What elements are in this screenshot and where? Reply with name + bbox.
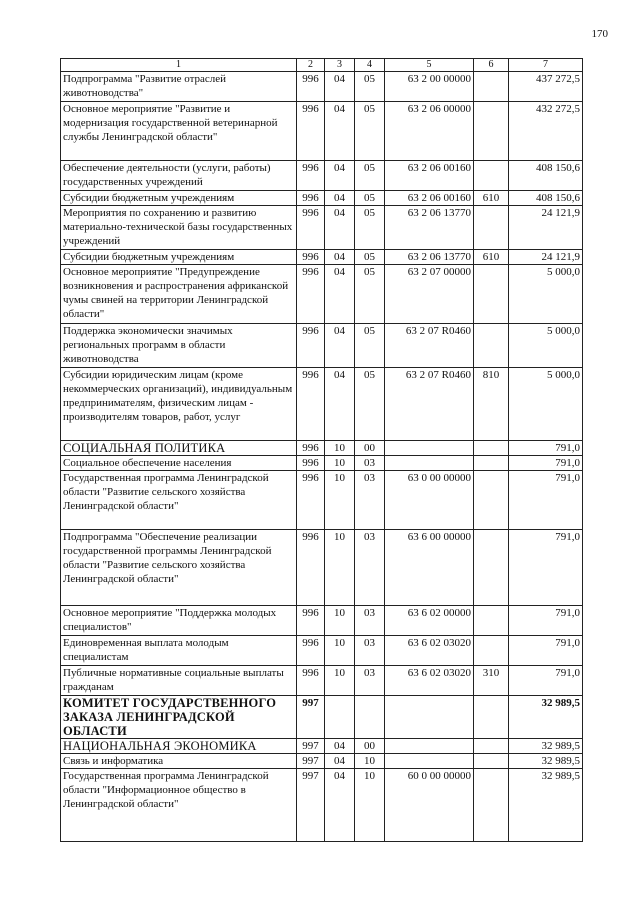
row-section: 04 — [325, 739, 355, 754]
table-row — [61, 324, 583, 368]
row-target-code — [385, 739, 474, 754]
row-section: 10 — [325, 636, 355, 666]
row-code: 996 — [297, 206, 325, 250]
row-subsection: 10 — [355, 769, 385, 842]
row-name: КОМИТЕТ ГОСУДАРСТВЕННОГО ЗАКАЗА ЛЕНИНГРАДСКОЙ ОБЛАСТИ — [61, 696, 297, 739]
table-row — [61, 441, 583, 456]
row-code: 996 — [297, 606, 325, 636]
row-name: Обеспечение деятельности (услуги, работы) государственных учреждений — [61, 161, 297, 191]
row-name: Государственная программа Ленинградской области "Развитие сельского хозяйства Ленинградской области" — [61, 471, 297, 530]
row-code: 996 — [297, 471, 325, 530]
row-target-code: 63 2 07 R0460 — [385, 324, 474, 368]
row-code: 996 — [297, 636, 325, 666]
row-section: 10 — [325, 456, 355, 471]
column-header: 3 — [325, 59, 355, 72]
row-target-code: 63 2 00 00000 — [385, 72, 474, 102]
row-section: 10 — [325, 666, 355, 696]
row-section: 04 — [325, 769, 355, 842]
row-name: Мероприятия по сохранению и развитию материально-технической базы государственных учреждений — [61, 206, 297, 250]
row-expense-type — [474, 754, 509, 769]
row-amount: 791,0 — [509, 530, 583, 606]
row-code: 997 — [297, 739, 325, 754]
page-number: 170 — [591, 28, 608, 40]
row-expense-type — [474, 206, 509, 250]
row-section: 04 — [325, 754, 355, 769]
row-target-code: 63 2 06 00160 — [385, 161, 474, 191]
row-name: Основное мероприятие "Поддержка молодых специалистов" — [61, 606, 297, 636]
row-target-code — [385, 754, 474, 769]
row-code: 996 — [297, 72, 325, 102]
row-subsection: 00 — [355, 441, 385, 456]
table-row — [61, 191, 583, 206]
table-row — [61, 456, 583, 471]
row-amount: 24 121,9 — [509, 250, 583, 265]
row-subsection: 03 — [355, 471, 385, 530]
table-row — [61, 754, 583, 769]
row-name: Субсидии бюджетным учреждениям — [61, 250, 297, 265]
row-name: НАЦИОНАЛЬНАЯ ЭКОНОМИКА — [61, 739, 297, 754]
row-section: 04 — [325, 206, 355, 250]
row-name: СОЦИАЛЬНАЯ ПОЛИТИКА — [61, 441, 297, 456]
column-header: 1 — [61, 59, 297, 72]
row-amount: 32 989,5 — [509, 696, 583, 739]
row-expense-type — [474, 769, 509, 842]
table-row — [61, 250, 583, 265]
row-expense-type — [474, 636, 509, 666]
row-expense-type — [474, 471, 509, 530]
table-row — [61, 739, 583, 754]
row-name: Социальное обеспечение населения — [61, 456, 297, 471]
row-section: 04 — [325, 368, 355, 441]
row-target-code: 63 2 07 R0460 — [385, 368, 474, 441]
row-name: Субсидии бюджетным учреждениям — [61, 191, 297, 206]
row-expense-type: 810 — [474, 368, 509, 441]
row-code: 996 — [297, 530, 325, 606]
row-subsection: 03 — [355, 456, 385, 471]
row-section: 10 — [325, 441, 355, 456]
table-row — [61, 471, 583, 530]
row-target-code — [385, 441, 474, 456]
table-row — [61, 161, 583, 191]
row-code: 996 — [297, 102, 325, 161]
row-code: 996 — [297, 666, 325, 696]
row-amount: 432 272,5 — [509, 102, 583, 161]
row-subsection: 05 — [355, 368, 385, 441]
row-amount: 791,0 — [509, 441, 583, 456]
row-subsection: 03 — [355, 606, 385, 636]
row-subsection: 05 — [355, 161, 385, 191]
row-expense-type: 610 — [474, 250, 509, 265]
row-section: 10 — [325, 530, 355, 606]
column-header: 6 — [474, 59, 509, 72]
row-amount: 24 121,9 — [509, 206, 583, 250]
table-row — [61, 696, 583, 739]
row-target-code: 60 0 00 00000 — [385, 769, 474, 842]
row-section: 10 — [325, 606, 355, 636]
row-name: Подпрограмма "Обеспечение реализации государственной программы Ленинградской области "Развитие сельского хозяйства Ленинградской области" — [61, 530, 297, 606]
row-subsection — [355, 696, 385, 739]
row-amount: 5 000,0 — [509, 368, 583, 441]
row-code: 996 — [297, 441, 325, 456]
row-name: Публичные нормативные социальные выплаты гражданам — [61, 666, 297, 696]
row-expense-type — [474, 530, 509, 606]
row-target-code — [385, 456, 474, 471]
row-target-code: 63 2 07 00000 — [385, 265, 474, 324]
row-name: Единовременная выплата молодым специалистам — [61, 636, 297, 666]
row-target-code: 63 6 02 03020 — [385, 666, 474, 696]
column-header: 2 — [297, 59, 325, 72]
row-name: Основное мероприятие "Развитие и модернизация государственной ветеринарной службы Ленинградской области" — [61, 102, 297, 161]
table-row — [61, 636, 583, 666]
row-target-code: 63 6 02 03020 — [385, 636, 474, 666]
table-row — [61, 102, 583, 161]
row-section: 04 — [325, 102, 355, 161]
row-subsection: 05 — [355, 206, 385, 250]
row-expense-type — [474, 441, 509, 456]
row-amount: 791,0 — [509, 606, 583, 636]
row-code: 997 — [297, 696, 325, 739]
row-expense-type: 310 — [474, 666, 509, 696]
row-target-code: 63 6 00 00000 — [385, 530, 474, 606]
table-row — [61, 72, 583, 102]
row-expense-type — [474, 161, 509, 191]
row-code: 996 — [297, 191, 325, 206]
row-amount: 791,0 — [509, 471, 583, 530]
column-header: 4 — [355, 59, 385, 72]
row-name: Субсидии юридическим лицам (кроме некоммерческих организаций), индивидуальным предпринимателям, физическим лицам - производителям товаров, работ, услуг — [61, 368, 297, 441]
row-amount: 408 150,6 — [509, 161, 583, 191]
row-name: Государственная программа Ленинградской области "Информационное общество в Ленинградской области" — [61, 769, 297, 842]
row-target-code — [385, 696, 474, 739]
row-subsection: 10 — [355, 754, 385, 769]
row-expense-type — [474, 606, 509, 636]
table-row — [61, 666, 583, 696]
row-target-code: 63 2 06 13770 — [385, 206, 474, 250]
row-code: 996 — [297, 161, 325, 191]
row-expense-type — [474, 739, 509, 754]
row-section: 04 — [325, 265, 355, 324]
table-row — [61, 265, 583, 324]
row-amount: 32 989,5 — [509, 754, 583, 769]
table-row — [61, 606, 583, 636]
row-expense-type — [474, 102, 509, 161]
budget-table — [60, 58, 583, 842]
row-section: 04 — [325, 72, 355, 102]
row-expense-type — [474, 456, 509, 471]
row-subsection: 03 — [355, 530, 385, 606]
row-amount: 32 989,5 — [509, 739, 583, 754]
row-name: Подпрограмма "Развитие отраслей животноводства" — [61, 72, 297, 102]
row-subsection: 05 — [355, 102, 385, 161]
row-target-code: 63 2 06 00160 — [385, 191, 474, 206]
table-row — [61, 368, 583, 441]
row-name: Связь и информатика — [61, 754, 297, 769]
row-section: 04 — [325, 161, 355, 191]
row-expense-type: 610 — [474, 191, 509, 206]
row-name: Основное мероприятие "Предупреждение возникновения и распространения африканской чумы свиней на территории Ленинградской области" — [61, 265, 297, 324]
row-subsection: 05 — [355, 250, 385, 265]
row-target-code: 63 0 00 00000 — [385, 471, 474, 530]
row-code: 996 — [297, 368, 325, 441]
row-section: 04 — [325, 250, 355, 265]
table-header-row — [61, 59, 583, 72]
table-row — [61, 530, 583, 606]
row-code: 997 — [297, 754, 325, 769]
row-expense-type — [474, 696, 509, 739]
row-expense-type — [474, 265, 509, 324]
row-target-code: 63 2 06 13770 — [385, 250, 474, 265]
row-section: 04 — [325, 191, 355, 206]
column-header: 5 — [385, 59, 474, 72]
row-code: 996 — [297, 250, 325, 265]
row-amount: 5 000,0 — [509, 265, 583, 324]
row-code: 996 — [297, 265, 325, 324]
row-subsection: 05 — [355, 265, 385, 324]
row-code: 996 — [297, 456, 325, 471]
row-amount: 791,0 — [509, 456, 583, 471]
row-target-code: 63 2 06 00000 — [385, 102, 474, 161]
row-amount: 791,0 — [509, 666, 583, 696]
row-section: 10 — [325, 471, 355, 530]
row-name: Поддержка экономически значимых региональных программ в области животноводства — [61, 324, 297, 368]
row-subsection: 05 — [355, 191, 385, 206]
row-amount: 437 272,5 — [509, 72, 583, 102]
row-section — [325, 696, 355, 739]
row-amount: 408 150,6 — [509, 191, 583, 206]
row-amount: 791,0 — [509, 636, 583, 666]
row-expense-type — [474, 72, 509, 102]
row-code: 996 — [297, 324, 325, 368]
row-subsection: 03 — [355, 666, 385, 696]
column-header: 7 — [509, 59, 583, 72]
row-expense-type — [474, 324, 509, 368]
row-code: 997 — [297, 769, 325, 842]
row-subsection: 05 — [355, 72, 385, 102]
row-subsection: 00 — [355, 739, 385, 754]
row-section: 04 — [325, 324, 355, 368]
table-row — [61, 769, 583, 842]
table-row — [61, 206, 583, 250]
row-subsection: 05 — [355, 324, 385, 368]
row-subsection: 03 — [355, 636, 385, 666]
row-amount: 5 000,0 — [509, 324, 583, 368]
row-target-code: 63 6 02 00000 — [385, 606, 474, 636]
row-amount: 32 989,5 — [509, 769, 583, 842]
